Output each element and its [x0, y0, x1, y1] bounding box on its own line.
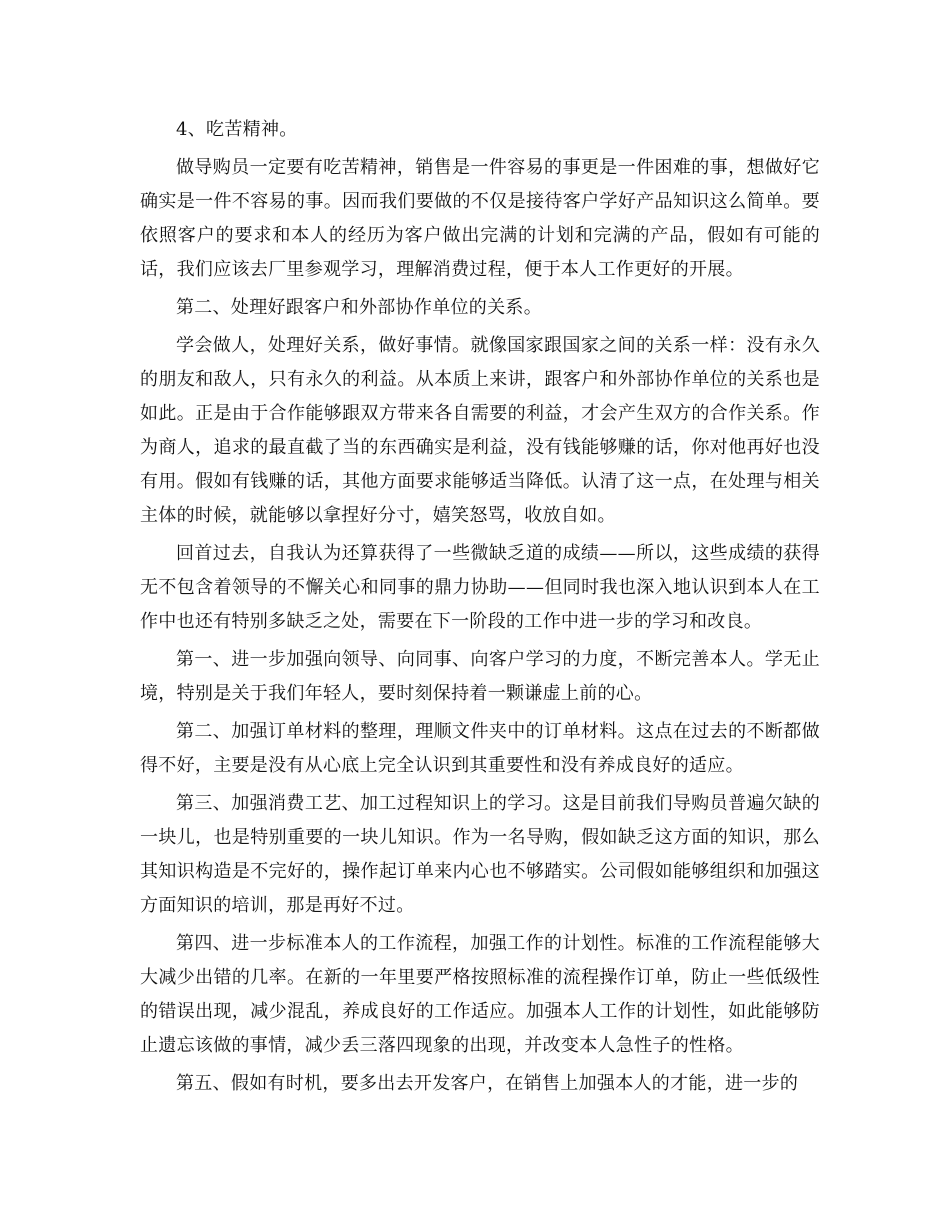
document-body [140, 113, 820, 1105]
paragraph: 第二、加强订单材料的整理，理顺文件夹中的订单材料。这点在过去的不断都做得不好，主要是没有从心底上完全认识到其重要性和没有养成良好的适应。 [140, 721, 820, 776]
paragraph-heading-hardship: 4、吃苦精神。 [176, 119, 298, 140]
paragraph: 回首过去，自我认为还算获得了一些微缺乏道的成绩——所以，这些成绩的获得无不包含着领导的不懈关心和同事的鼎力协助——但同时我也深入地认识到本人在工作中也还有特别多缺乏之处，需要在下一阶段的工作中进一步的学习和改良。 [140, 543, 820, 632]
paragraph: 第五、假如有时机，要多出去开发客户，在销售上加强本人的才能，进一步的 [176, 1073, 799, 1094]
paragraph: 做导购员一定要有吃苦精神，销售是一件容易的事更是一件困难的事，想做好它确实是一件不容易的事。因而我们要做的不仅是接待客户学好产品知识这么简单。要依照客户的要求和本人的经历为客户做出完满的计划和完满的产品，假如有可能的话，我们应该去厂里参观学习，理解消费过程，便于本人工作更好的开展。 [140, 157, 820, 280]
paragraph: 第四、进一步标准本人的工作流程，加强工作的计划性。标准的工作流程能够大大减少出错的几率。在新的一年里要严格按照标准的流程操作订单，防止一些低级性的错误出现，减少混乱，养成良好的工作适应。加强本人工作的计划性，如此能够防止遗忘该做的事情，减少丢三落四现象的出现，并改变本人急性子的性格。 [140, 933, 820, 1056]
paragraph: 第三、加强消费工艺、加工过程知识上的学习。这是目前我们导购员普遍欠缺的一块儿，也是特别重要的一块儿知识。作为一名导购，假如缺乏这方面的知识，那么其知识构造是不完好的，操作起订单来内心也不够踏实。公司假如能够组织和加强这方面知识的培训，那是再好不过。 [140, 793, 820, 916]
paragraph: 第一、进一步加强向领导、向同事、向客户学习的力度，不断完善本人。学无止境，特别是关于我们年轻人，要时刻保持着一颗谦虚上前的心。 [140, 649, 820, 704]
paragraph: 学会做人，处理好关系，做好事情。就像国家跟国家之间的关系一样：没有永久的朋友和敌人，只有永久的利益。从本质上来讲，跟客户和外部协作单位的关系也是如此。正是由于合作能够跟双方带来各自需要的利益，才会产生双方的合作关系。作为商人，追求的最直截了当的东西确实是利益，没有钱能够赚的话，你对他再好也没有用。假如有钱赚的话，其他方面要求能够适当降低。认清了这一点，在处理与相关主体的时候，就能够以拿捏好分寸，嬉笑怒骂，收放自如。 [140, 335, 820, 526]
paragraph-heading-relations: 第二、处理好跟客户和外部协作单位的关系。 [176, 297, 542, 318]
